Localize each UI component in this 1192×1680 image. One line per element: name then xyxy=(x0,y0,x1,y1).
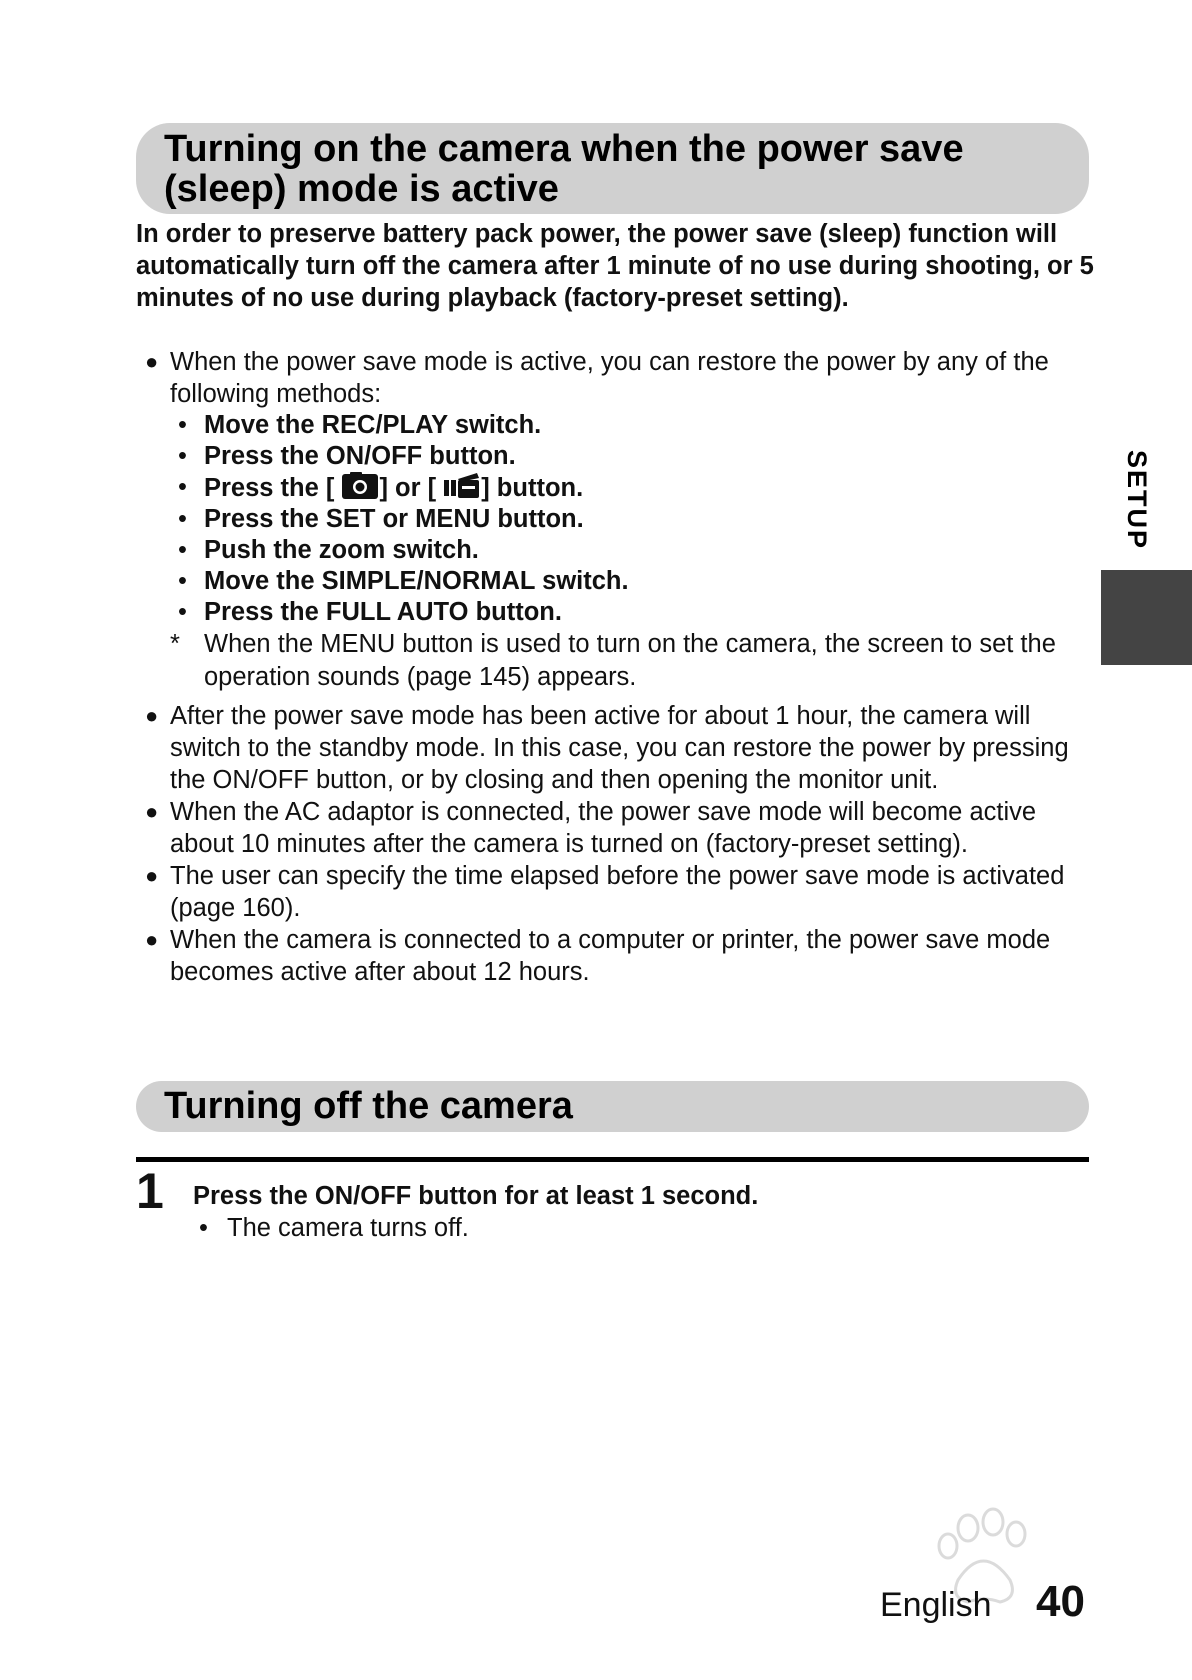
sub-bullet: • xyxy=(178,536,187,564)
list-item xyxy=(136,700,1096,796)
sub-bullet: • xyxy=(178,442,187,470)
list-item xyxy=(170,441,1096,472)
method-text: Press the SET or MENU button. xyxy=(204,505,584,533)
section-heading-power-save xyxy=(136,123,1089,214)
heading-line-2: (sleep) mode is active xyxy=(164,168,559,210)
list-item xyxy=(136,346,1096,694)
step-result xyxy=(193,1212,469,1244)
page-number: 40 xyxy=(1036,1577,1085,1626)
list-item xyxy=(170,410,1096,441)
menu-note xyxy=(170,628,1096,694)
method-text: Move the REC/PLAY switch. xyxy=(204,411,542,439)
list-item xyxy=(136,860,1096,924)
step-instruction: Press the ON/OFF button for at least 1 second. xyxy=(193,1182,759,1210)
step-divider xyxy=(136,1157,1089,1162)
sub-bullet: • xyxy=(178,505,187,533)
method-text: Press the ON/OFF button. xyxy=(204,442,516,470)
heading-line-1: Turning on the camera when the power save xyxy=(164,128,964,170)
step-number: 1 xyxy=(136,1163,164,1219)
sub-bullet: • xyxy=(178,473,187,501)
bullet-text: The user can specify the time elapsed before the power save mode is activated (page 160). xyxy=(170,862,1065,922)
method-text-part: Press the [ xyxy=(204,474,335,502)
power-save-bullet-list xyxy=(136,346,1096,988)
chapter-tab xyxy=(1101,570,1192,665)
step-result-text: The camera turns off. xyxy=(227,1214,469,1242)
asterisk: * xyxy=(170,630,180,658)
video-camera-icon xyxy=(443,472,481,500)
sub-bullet: • xyxy=(178,567,187,595)
bullet-dot: ● xyxy=(145,863,159,888)
list-item xyxy=(170,535,1096,566)
bullet-text: When the power save mode is active, you can restore the power by any of the following methods: xyxy=(170,348,1049,408)
bullet-text: When the AC adaptor is connected, the power save mode will become active about 10 minutes after the camera is turned on (factory-preset setting). xyxy=(170,798,1037,858)
sub-bullet: • xyxy=(178,598,187,626)
camera-icon xyxy=(341,472,379,500)
bullet-dot: ● xyxy=(145,703,159,728)
list-item xyxy=(170,597,1096,628)
footer-language: English xyxy=(880,1586,992,1624)
bullet-dot: ● xyxy=(145,799,159,824)
bullet-text: When the camera is connected to a computer or printer, the power save mode becomes active after about 12 hours. xyxy=(170,926,1051,986)
list-item xyxy=(170,566,1096,597)
note-text: When the MENU button is used to turn on the camera, the screen to set the operation sounds (page 145) appears. xyxy=(204,630,1056,691)
sub-bullet: • xyxy=(199,1214,208,1242)
method-text-part: ] button. xyxy=(481,474,584,502)
bullet-text: After the power save mode has been active for about 1 hour, the camera will switch to the standby mode. In this case, you can restore the power by pressing the ON/OFF button, or by closing and then opening the monitor unit. xyxy=(170,702,1069,794)
bullet-dot: ● xyxy=(145,349,159,374)
restore-methods-list xyxy=(170,410,1096,628)
list-item xyxy=(170,472,1096,504)
section-heading-turn-off: Turning off the camera xyxy=(136,1081,1089,1132)
intro-paragraph: In order to preserve battery pack power, the power save (sleep) function will automatically turn off the camera after 1 minute of no use during shooting, or 5 minutes of no use during playback (factory-preset setting). xyxy=(136,220,1094,312)
chapter-label: SETUP xyxy=(1122,450,1152,551)
list-item xyxy=(170,504,1096,535)
list-item xyxy=(136,796,1096,860)
method-text-part: ] or [ xyxy=(379,474,437,502)
method-text: Push the zoom switch. xyxy=(204,536,479,564)
method-text: Move the SIMPLE/NORMAL switch. xyxy=(204,567,629,595)
bullet-dot: ● xyxy=(145,927,159,952)
sub-bullet: • xyxy=(178,411,187,439)
method-text: Press the FULL AUTO button. xyxy=(204,598,562,626)
list-item xyxy=(136,924,1096,988)
